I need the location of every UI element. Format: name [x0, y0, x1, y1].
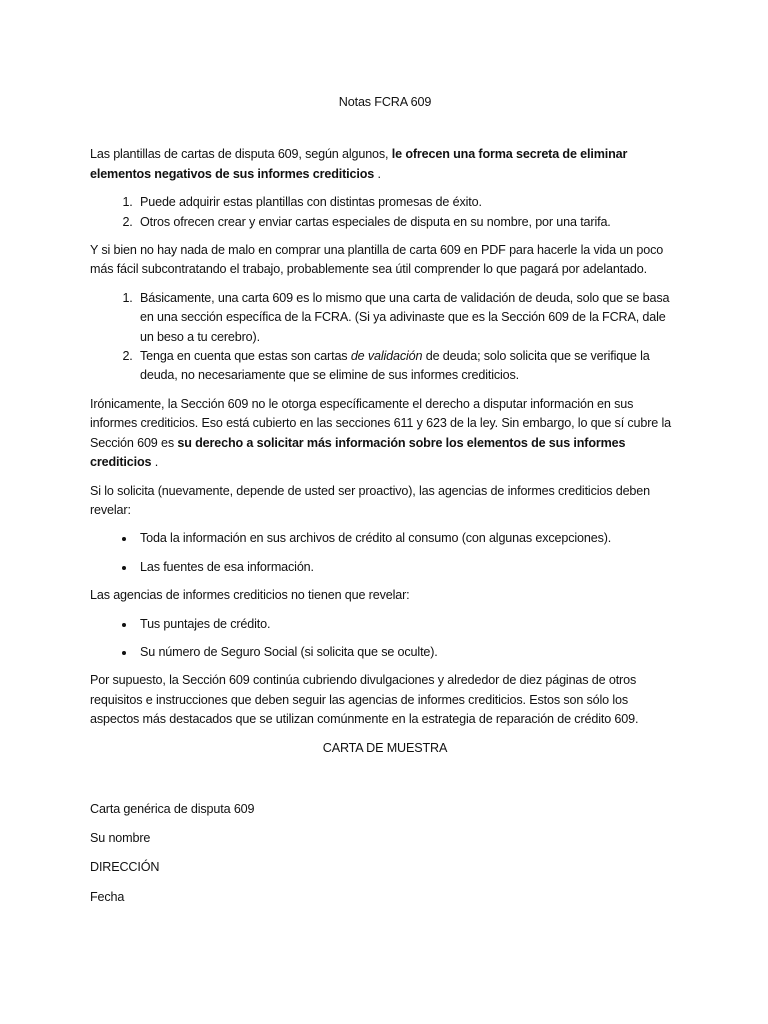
paragraph-3-end: . — [154, 455, 159, 470]
paragraph-3-bold: su derecho a solicitar más información sobre los elementos de sus informes crediticios — [90, 435, 626, 470]
list-item: • Su número de Seguro Social (si solicita que se oculte). — [136, 643, 680, 662]
list-item: • Tus puntajes de crédito. — [136, 615, 680, 634]
document-title: Notas FCRA 609 — [338, 95, 432, 109]
intro-paragraph — [90, 145, 680, 184]
letter-line: DIRECCIÓN — [90, 860, 160, 875]
list-item-text: Tenga en cuenta que estas son cartas — [140, 349, 348, 364]
list-item: • Toda la información en sus archivos de crédito al consumo (con algunas excepciones). — [136, 529, 680, 548]
bullet-list-1 — [90, 529, 680, 577]
intro-end: . — [377, 166, 381, 181]
list-item — [136, 347, 680, 386]
list-item: 1. Básicamente, una carta 609 es lo mismo que una carta de validación de deuda, solo que se basa en una sección específica de la FCRA. (Si ya adivinaste que es la Sección 609 de la FCRA, dale un beso a tu cerebro). — [136, 289, 680, 347]
list-item-text: de deuda; solo solicita que se verifique la deuda, no necesariamente que se elimine de sus informes crediticios. — [140, 349, 650, 383]
paragraph-3 — [90, 395, 680, 473]
sample-letter-heading: CARTA DE MUESTRA — [322, 740, 448, 755]
list-item: 2. Otros ofrecen crear y enviar cartas especiales de disputa en su nombre, por una tarifa. — [136, 213, 680, 232]
numbered-list-1 — [90, 193, 680, 232]
intro-text: Las plantillas de cartas de disputa 609, según algunos, — [90, 147, 389, 162]
numbered-list-2 — [90, 289, 680, 386]
paragraph-3-text: Irónicamente, la Sección 609 no le otorga específicamente el derecho a disputar información en sus informes crediticios. Eso está cubierto en las secciones 611 y 623 de la ley. Sin embargo, lo que sí cubre la Sección 609 es — [90, 396, 672, 450]
document-page — [90, 93, 680, 917]
paragraph-6: Por supuesto, la Sección 609 continúa cubriendo divulgaciones y alrededor de diez páginas de otros requisitos e instrucciones que deben seguir las agencias de informes crediticios. Estos son sólo los aspectos más destacados que se utilizan comúnmente en la estrategia de reparación de crédito 609. — [90, 673, 639, 727]
letter-line: Su nombre — [90, 831, 151, 846]
letter-line: Fecha — [90, 889, 125, 904]
bullet-list-2 — [90, 615, 680, 663]
paragraph-4: Si lo solicita (nuevamente, depende de usted ser proactivo), las agencias de informes crediticios deben revelar: — [90, 483, 650, 517]
paragraph-2: Y si bien no hay nada de malo en comprar una plantilla de carta 609 en PDF para hacerle la vida un poco más fácil subcontratando el trabajo, probablemente sea útil comprender lo que pagará por adelantado. — [90, 243, 664, 277]
intro-bold-text: le ofrecen una forma secreta de eliminar elementos negativos de sus informes crediticios — [90, 147, 628, 181]
paragraph-5: Las agencias de informes crediticios no tienen que revelar: — [90, 588, 410, 603]
list-item: 1. Puede adquirir estas plantillas con distintas promesas de éxito. — [136, 193, 680, 212]
letter-line: Carta genérica de disputa 609 — [90, 801, 255, 816]
list-item: • Las fuentes de esa información. — [136, 558, 680, 577]
list-item-emphasis: de validación — [350, 349, 423, 364]
sample-letter-block — [90, 800, 680, 907]
